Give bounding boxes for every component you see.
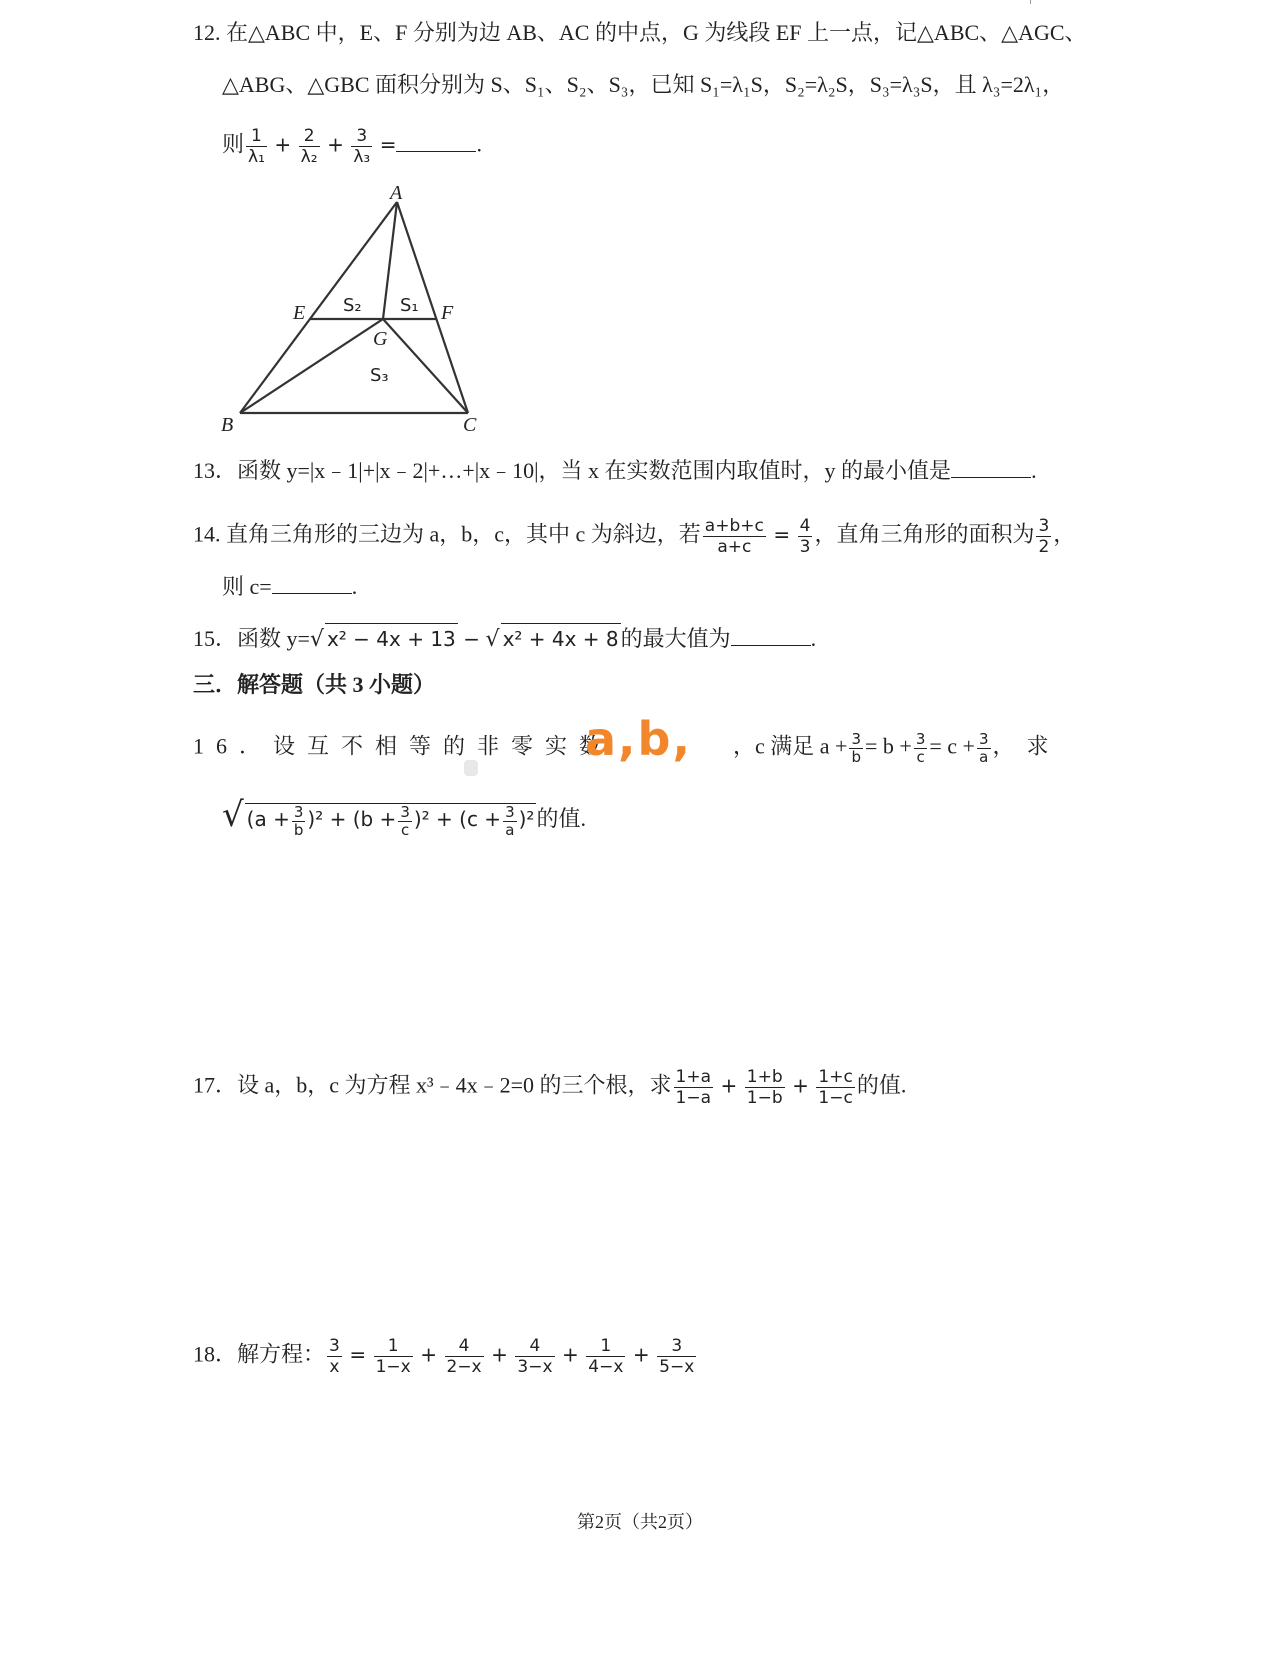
q14-answer-blank <box>272 571 352 594</box>
q17-frac-3-den: 1−c <box>818 1088 853 1108</box>
q16-frac-2-num: 3 <box>915 730 926 748</box>
q14-frac-3-num: 3 <box>1038 516 1050 536</box>
q18-equals: = <box>349 1342 367 1367</box>
q12-answer-blank <box>396 129 476 152</box>
q16-eq-1: = b + <box>865 733 912 759</box>
q14-frac-3-den: 2 <box>1038 537 1050 557</box>
q17-frac-1 <box>674 1067 713 1108</box>
handwritten-annotation: a,b, <box>585 712 692 766</box>
triangle-figure <box>215 185 495 440</box>
q12-frac-2-num: 2 <box>299 126 320 147</box>
label-a: A <box>390 185 403 204</box>
q14-line2-prefix: 则 c= <box>222 574 272 599</box>
q16-l2-frac-3-den: a <box>505 820 515 839</box>
section-3-heading: 三．解答题（共 3 小题） <box>193 672 436 697</box>
q17-frac-3 <box>816 1067 854 1108</box>
q17-prefix: 17．设 a，b，c 为方程 x³﹣4x﹣2=0 的三个根，求 <box>193 1072 672 1098</box>
q18-term-4-num: 1 <box>586 1336 625 1357</box>
q18-term-4-den: 4−x <box>588 1357 624 1377</box>
q18-term-3 <box>515 1336 554 1377</box>
label-g: G <box>373 328 388 350</box>
q14-frac-2-num: 4 <box>799 516 811 536</box>
q16-frac-3-den: a <box>979 748 989 766</box>
q18-term-1-den: 1−x <box>375 1357 411 1377</box>
label-f: F <box>441 302 454 324</box>
q13-line <box>193 455 1037 486</box>
q15-end: . <box>810 626 817 651</box>
q17-frac-2 <box>745 1067 785 1108</box>
q16-frac-3 <box>977 731 991 766</box>
scan-smudge <box>464 760 478 776</box>
q14-part1: 14. 直角三角形的三边为 a，b，c，其中 c 为斜边，若 <box>193 521 701 547</box>
q16-l2-frac-1-den: b <box>293 820 304 839</box>
q17-frac-1-den: 1−a <box>675 1088 712 1108</box>
q16-l2-suffix: 的值. <box>536 806 586 831</box>
q18-lhs-num: 3 <box>329 1336 340 1356</box>
q16-l2-frac-1-num: 3 <box>293 802 304 821</box>
q18-plus-4: + <box>632 1342 650 1367</box>
q16-l2-frac-2-num: 3 <box>400 802 410 821</box>
q16-l2-frac-3 <box>503 804 517 839</box>
q14-part2: ，直角三角形的面积为 <box>814 521 1035 547</box>
q16-l2-frac-1 <box>292 804 306 839</box>
q14-line1 <box>193 516 1075 557</box>
q15-minus: − <box>463 627 481 651</box>
q12-line2: △ABG、△GBC 面积分别为 S、S₁、S₂、S₃，已知 S₁=λ₁S，S₂=λ₂S，S₃=λ₃S，且 λ₃=2λ₁， <box>222 72 1065 97</box>
q14-frac-1 <box>703 516 766 557</box>
q16-eq-2: = c + <box>929 733 975 759</box>
q14-equals: = <box>773 522 791 547</box>
q16-l2-frac-3-num: 3 <box>505 802 515 821</box>
q16-frac-3-num: 3 <box>978 730 989 748</box>
q18-plus-2: + <box>491 1342 508 1367</box>
q18-lhs-frac <box>327 1336 342 1377</box>
q16-frac-2-den: c <box>916 748 925 766</box>
q18-lhs-den: x <box>329 1357 340 1377</box>
q14-frac-1-num: a+b+c <box>704 516 764 536</box>
q18-term-2-den: 2−x <box>446 1357 482 1377</box>
q16-mid: ，c 满足 a + <box>733 733 848 759</box>
label-s1: S₁ <box>400 295 419 316</box>
sqrt-symbol-1: √ <box>309 627 324 652</box>
q13-text: 13．函数 y=|x﹣1|+|x﹣2|+…+|x﹣10|，当 x 在实数范围内取值时，y 的最小值是 <box>193 458 952 483</box>
q14-line2-suffix: . <box>351 574 358 599</box>
q17-frac-2-den: 1−b <box>746 1088 783 1108</box>
q12-frac-3 <box>351 126 372 167</box>
label-b: B <box>221 414 234 436</box>
q14-frac-1-den: a+c <box>717 537 752 557</box>
q16-prefix: 16．设互不相等的非零实数 <box>193 733 614 759</box>
q14-frac-2-den: 3 <box>799 537 811 557</box>
q16-frac-1-den: b <box>851 748 861 766</box>
q15-radicand-2: x² + 4x + 8 <box>501 623 621 654</box>
q17-plus-1: + <box>720 1073 738 1098</box>
q12-suffix: . <box>476 131 482 157</box>
q16-l2-t1: (a + <box>246 807 290 831</box>
sqrt-symbol-3: √ <box>222 795 244 835</box>
q14-part3: ， <box>1053 521 1076 547</box>
q16-l2-t4: )² <box>518 807 535 831</box>
q18-term-1-num: 1 <box>374 1336 413 1357</box>
q18-line <box>193 1336 698 1377</box>
segment-gc <box>383 319 468 413</box>
label-e: E <box>293 302 306 324</box>
label-c: C <box>463 414 477 436</box>
q18-term-5-num: 3 <box>657 1336 696 1357</box>
q16-l2-t3: )² + (c + <box>413 807 502 831</box>
q16-l2-t2: )² + (b + <box>307 807 397 831</box>
q17-line <box>193 1067 906 1108</box>
q12-frac-1 <box>246 126 267 167</box>
q14-line2 <box>222 571 357 602</box>
q15-line <box>193 623 816 655</box>
q18-plus-3: + <box>562 1342 579 1367</box>
q18-term-5-den: 5−x <box>659 1357 695 1377</box>
q16-tail: ，求 <box>992 733 1061 759</box>
page-top-mark <box>1030 0 1131 4</box>
q15-answer-blank <box>731 623 811 646</box>
q18-term-2 <box>445 1336 484 1377</box>
q12-frac-2-den: λ₂ <box>300 147 318 167</box>
q18-term-5 <box>657 1336 696 1377</box>
q18-term-1 <box>374 1336 413 1377</box>
q13-suffix: . <box>1031 458 1037 483</box>
q15-prefix: 15．函数 y= <box>193 626 310 651</box>
q12-line1: 12. 在△ABC 中，E、F 分别为边 AB、AC 的中点，G 为线段 EF 上一点，记△ABC、△AGC、 <box>193 20 1087 45</box>
q14-frac-3 <box>1036 516 1051 557</box>
q18-term-4 <box>586 1336 625 1377</box>
q14-frac-2 <box>798 516 813 557</box>
q12-frac-3-den: λ₃ <box>353 147 371 167</box>
q18-plus-1: + <box>420 1342 437 1367</box>
q12-prefix: 则 <box>222 131 245 157</box>
q12-frac-2 <box>299 126 320 167</box>
label-s2: S₂ <box>343 295 362 316</box>
q18-term-3-den: 3−x <box>517 1357 553 1377</box>
q15-suffix: 的最大值为 <box>620 626 731 651</box>
label-s3: S₃ <box>370 365 389 386</box>
q18-term-2-num: 4 <box>445 1336 484 1357</box>
q15-radicand-1: x² − 4x + 13 <box>325 623 458 654</box>
q17-frac-2-num: 1+b <box>746 1067 783 1087</box>
q17-plus-2: + <box>792 1073 809 1098</box>
q12-frac-1-den: λ₁ <box>248 147 265 167</box>
q16-line2 <box>222 795 586 839</box>
q12-plus-1: + <box>274 132 292 157</box>
q12-frac-3-num: 3 <box>351 126 372 147</box>
q16-frac-1-num: 3 <box>851 730 861 748</box>
q12-line3 <box>222 126 482 167</box>
q12-equals: = <box>379 132 397 157</box>
q16-frac-1 <box>849 731 863 766</box>
q17-frac-3-num: 1+c <box>818 1067 853 1087</box>
q13-answer-blank <box>951 455 1031 478</box>
q16-radicand <box>245 803 537 839</box>
q12-plus-2: + <box>327 132 344 157</box>
page-footer: 第2页（共2页） <box>577 1512 703 1532</box>
q16-l2-frac-2-den: c <box>400 820 410 839</box>
q12-frac-1-num: 1 <box>246 126 267 147</box>
sqrt-symbol-2: √ <box>485 627 500 652</box>
q18-prefix: 18．解方程： <box>193 1341 326 1367</box>
q16-l2-frac-2 <box>398 804 412 839</box>
segment-gb <box>240 319 383 413</box>
q17-suffix: 的值. <box>856 1072 907 1098</box>
q18-term-3-num: 4 <box>515 1336 554 1357</box>
q17-frac-1-num: 1+a <box>675 1067 712 1087</box>
q16-frac-2 <box>914 731 928 766</box>
